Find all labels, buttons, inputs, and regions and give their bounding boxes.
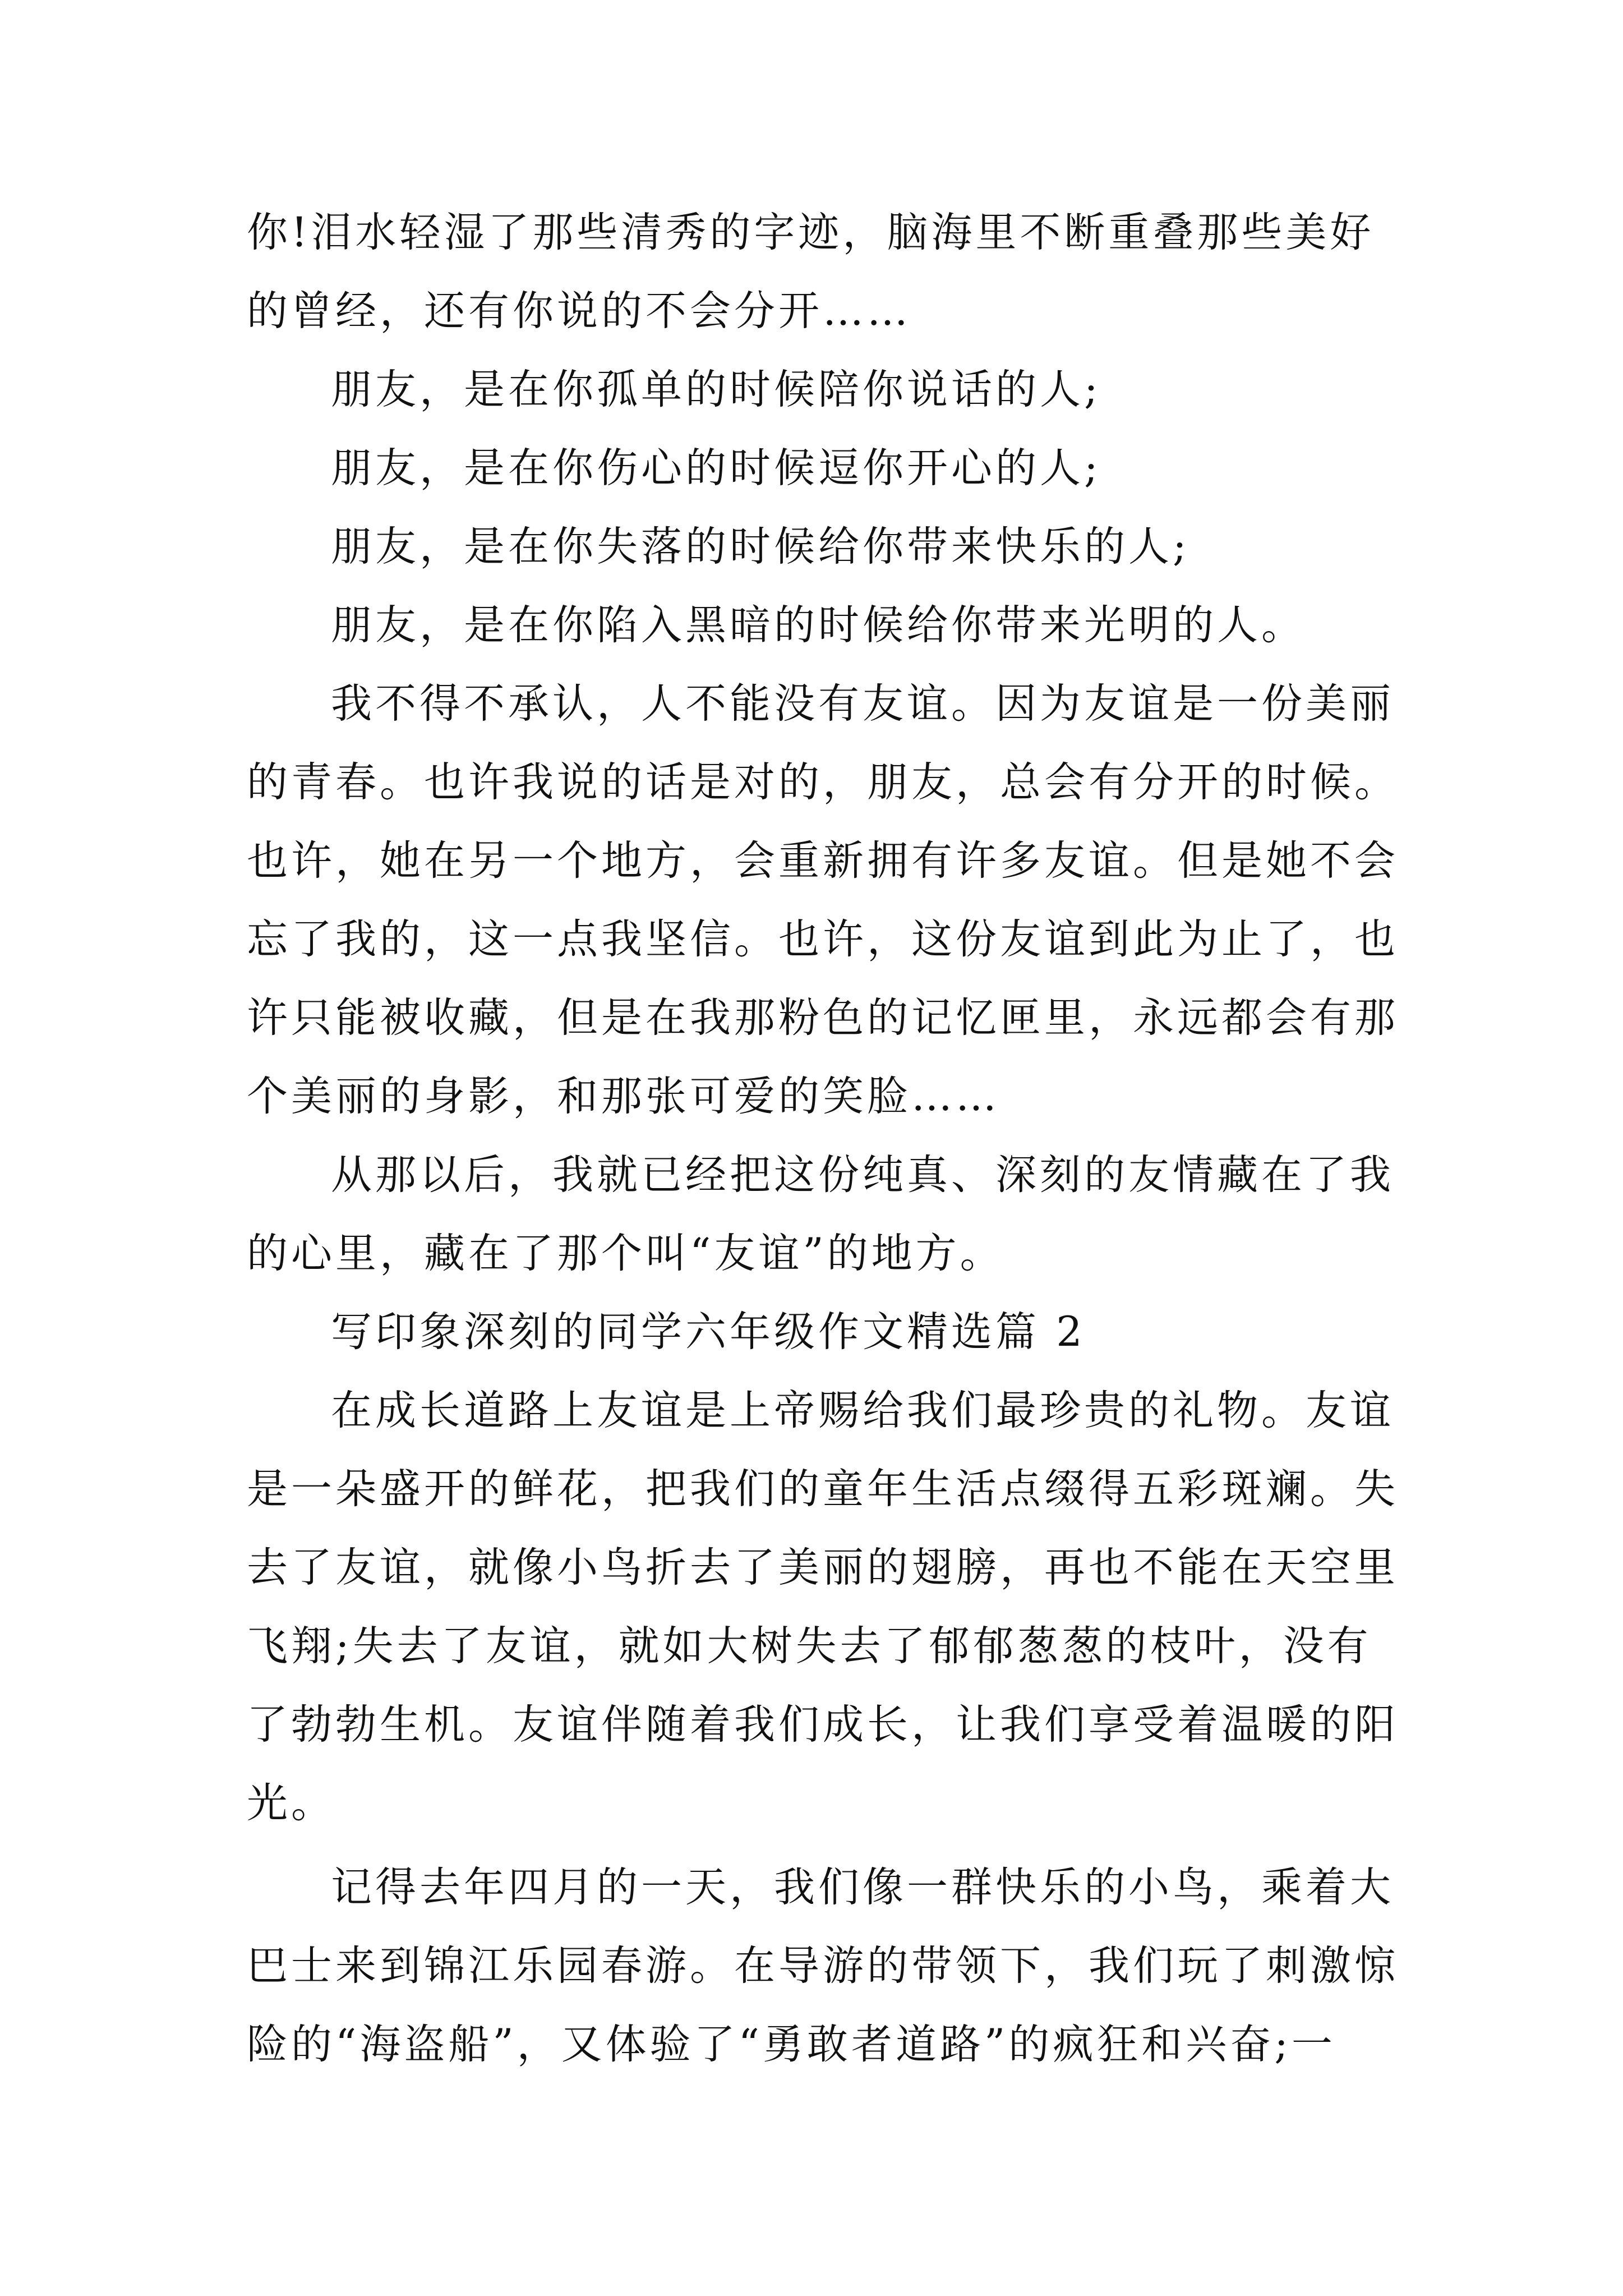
- text-line: 也许，她在另一个地方，会重新拥有许多友谊。但是她不会: [247, 837, 1399, 885]
- text-line: 的心里，藏在了那个叫“友谊”的地方。: [247, 1230, 1004, 1277]
- text-line: 朋友，是在你孤单的时候陪你说话的人;: [331, 366, 1101, 413]
- text-line: 许只能被收藏，但是在我那粉色的记忆匣里，永远都会有那: [247, 994, 1399, 1042]
- text-line: 从那以后，我就已经把这份纯真、深刻的友情藏在了我: [331, 1151, 1394, 1199]
- text-line: 巴士来到锦江乐园春游。在导游的带领下，我们玩了刺激惊: [247, 1942, 1399, 1990]
- text-line: 记得去年四月的一天，我们像一群快乐的小鸟，乘着大: [331, 1864, 1394, 1911]
- text-line: 飞翔;失去了友谊，就如大树失去了郁郁葱葱的枝叶，没有: [247, 1622, 1372, 1670]
- text-line: 的青春。也许我说的话是对的，朋友，总会有分开的时候。: [247, 758, 1399, 806]
- text-line: 险的“海盗船”，又体验了“勇敢者道路”的疯狂和兴奋;一: [247, 2021, 1336, 2068]
- text-line: 朋友，是在你陷入黑暗的时候给你带来光明的人。: [331, 601, 1306, 649]
- text-line: 光。: [247, 1779, 335, 1827]
- text-line: 在成长道路上友谊是上帝赐给我们最珍贵的礼物。友谊: [331, 1387, 1394, 1434]
- text-line: 是一朵盛开的鲜花，把我们的童年生活点缀得五彩斑斓。失: [247, 1465, 1399, 1513]
- text-line: 的曾经，还有你说的不会分开……: [247, 287, 911, 335]
- text-line: 去了友谊，就像小鸟折去了美丽的翅膀，再也不能在天空里: [247, 1544, 1399, 1591]
- text-line: 朋友，是在你伤心的时候逗你开心的人;: [331, 444, 1101, 492]
- text-line: 我不得不承认，人不能没有友谊。因为友谊是一份美丽: [331, 680, 1394, 728]
- text-line: 了勃勃生机。友谊伴随着我们成长，让我们享受着温暖的阳: [247, 1701, 1399, 1749]
- text-line: 忘了我的，这一点我坚信。也许，这份友谊到此为止了，也: [247, 915, 1399, 963]
- section-heading: 写印象深刻的同学六年级作文精选篇 2: [331, 1308, 1086, 1356]
- text-line: 你!泪水轻湿了那些清秀的字迹，脑海里不断重叠那些美好: [247, 209, 1375, 256]
- text-line: 朋友，是在你失落的时候给你带来快乐的人;: [331, 523, 1190, 570]
- text-line: 个美丽的身影，和那张可爱的笑脸……: [247, 1073, 1000, 1120]
